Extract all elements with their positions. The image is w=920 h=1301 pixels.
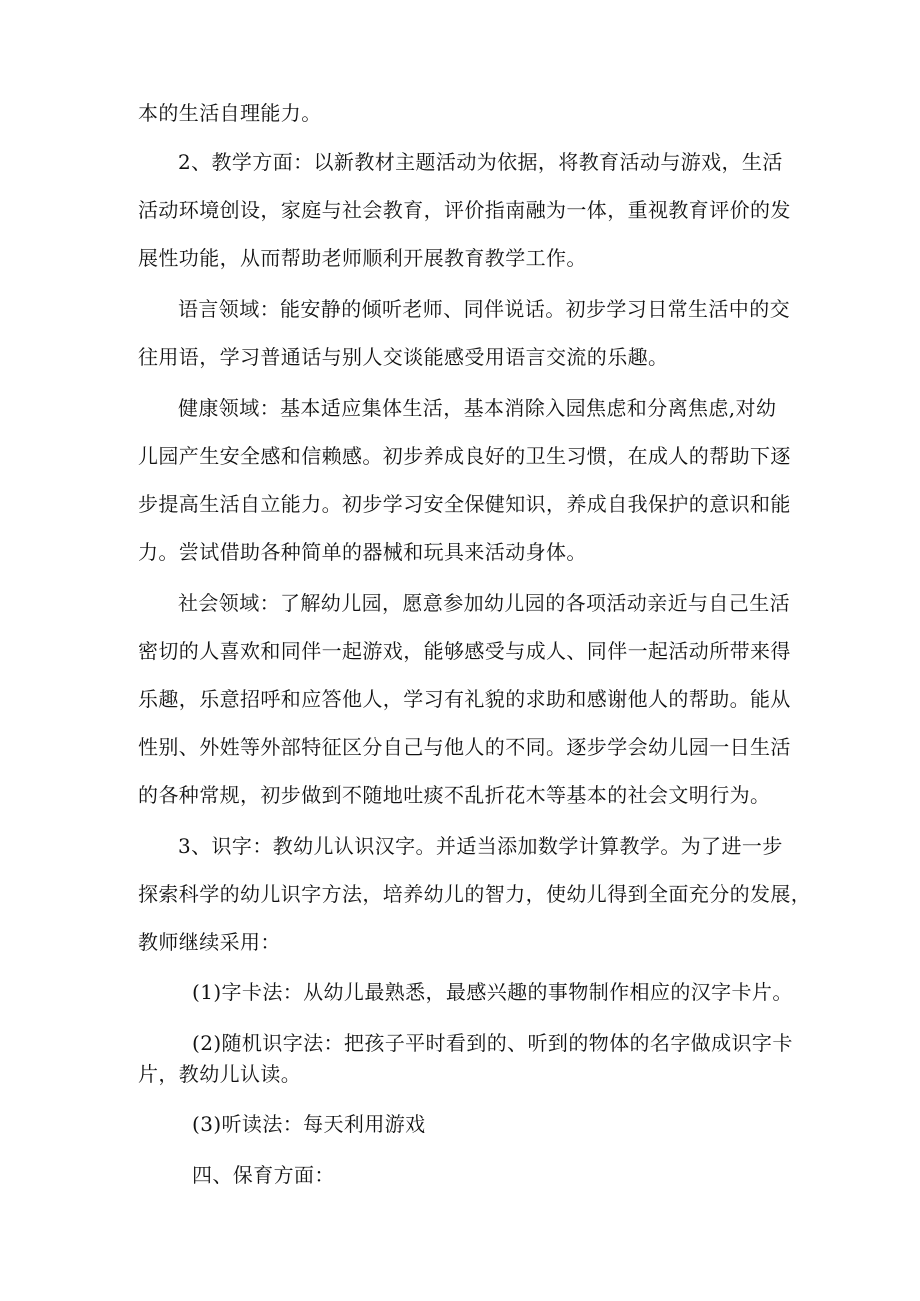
section-heading-teaching: 2、教学方面：以新教材主题活动为依据，将教育活动与游戏，生活 — [178, 150, 783, 174]
section-heading-care: 四、保育方面： — [192, 1163, 335, 1187]
text-line: 本的生活自理能力。 — [138, 101, 322, 125]
list-item-card-method: (1)字卡法：从幼儿最熟悉，最感兴趣的事物制作相应的汉字卡片。 — [192, 980, 793, 1004]
text-line: 教师继续采用： — [138, 930, 281, 954]
list-item-random-method: (2)随机识字法：把孩子平时看到的、听到的物体的名字做成识字卡 — [192, 1031, 793, 1055]
text-line: 展性功能，从而帮助老师顺利开展教育教学工作。 — [138, 246, 587, 270]
paragraph-social: 社会领域：了解幼儿园，愿意参加幼儿园的各项活动亲近与自己生活 — [178, 591, 790, 615]
text-line: 往用语，学习普通话与别人交谈能感受用语言交流的乐趣。 — [138, 345, 669, 369]
text-line: 探索科学的幼儿识字方法，培养幼儿的智力，使幼儿得到全面充分的发展， — [138, 882, 812, 906]
text-line: 性别、外姓等外部特征区分自己与他人的不同。逐步学会幼儿园一日生活 — [138, 735, 791, 759]
list-item-listen-method: (3)听读法：每天利用游戏 — [192, 1112, 426, 1136]
paragraph-language: 语言领域：能安静的倾听老师、同伴说话。初步学习日常生活中的交 — [178, 297, 790, 321]
text-line: 的各种常规，初步做到不随地吐痰不乱折花木等基本的社会文明行为。 — [138, 783, 771, 807]
text-line: 密切的人喜欢和同伴一起游戏，能够感受与成人、同伴一起活动所带来得 — [138, 639, 791, 663]
text-line: 力。尝试借助各种简单的器械和玩具来活动身体。 — [138, 540, 587, 564]
text-line: 步提高生活自立能力。初步学习安全保健知识，养成自我保护的意识和能 — [138, 492, 791, 516]
section-heading-literacy: 3、识字：教幼儿认识汉字。并适当添加数学计算教学。为了进一步 — [178, 834, 783, 858]
text-line: 片，教幼儿认读。 — [138, 1062, 302, 1086]
text-line: 儿园产生安全感和信赖感。初步养成良好的卫生习惯，在成人的帮助下逐 — [138, 444, 791, 468]
text-line: 乐趣，乐意招呼和应答他人，学习有礼貌的求助和感谢他人的帮助。能从 — [138, 687, 791, 711]
text-line: 活动环境创设，家庭与社会教育，评价指南融为一体，重视教育评价的发 — [138, 198, 791, 222]
paragraph-health: 健康领域：基本适应集体生活，基本消除入园焦虑和分离焦虑,对幼 — [178, 396, 777, 420]
